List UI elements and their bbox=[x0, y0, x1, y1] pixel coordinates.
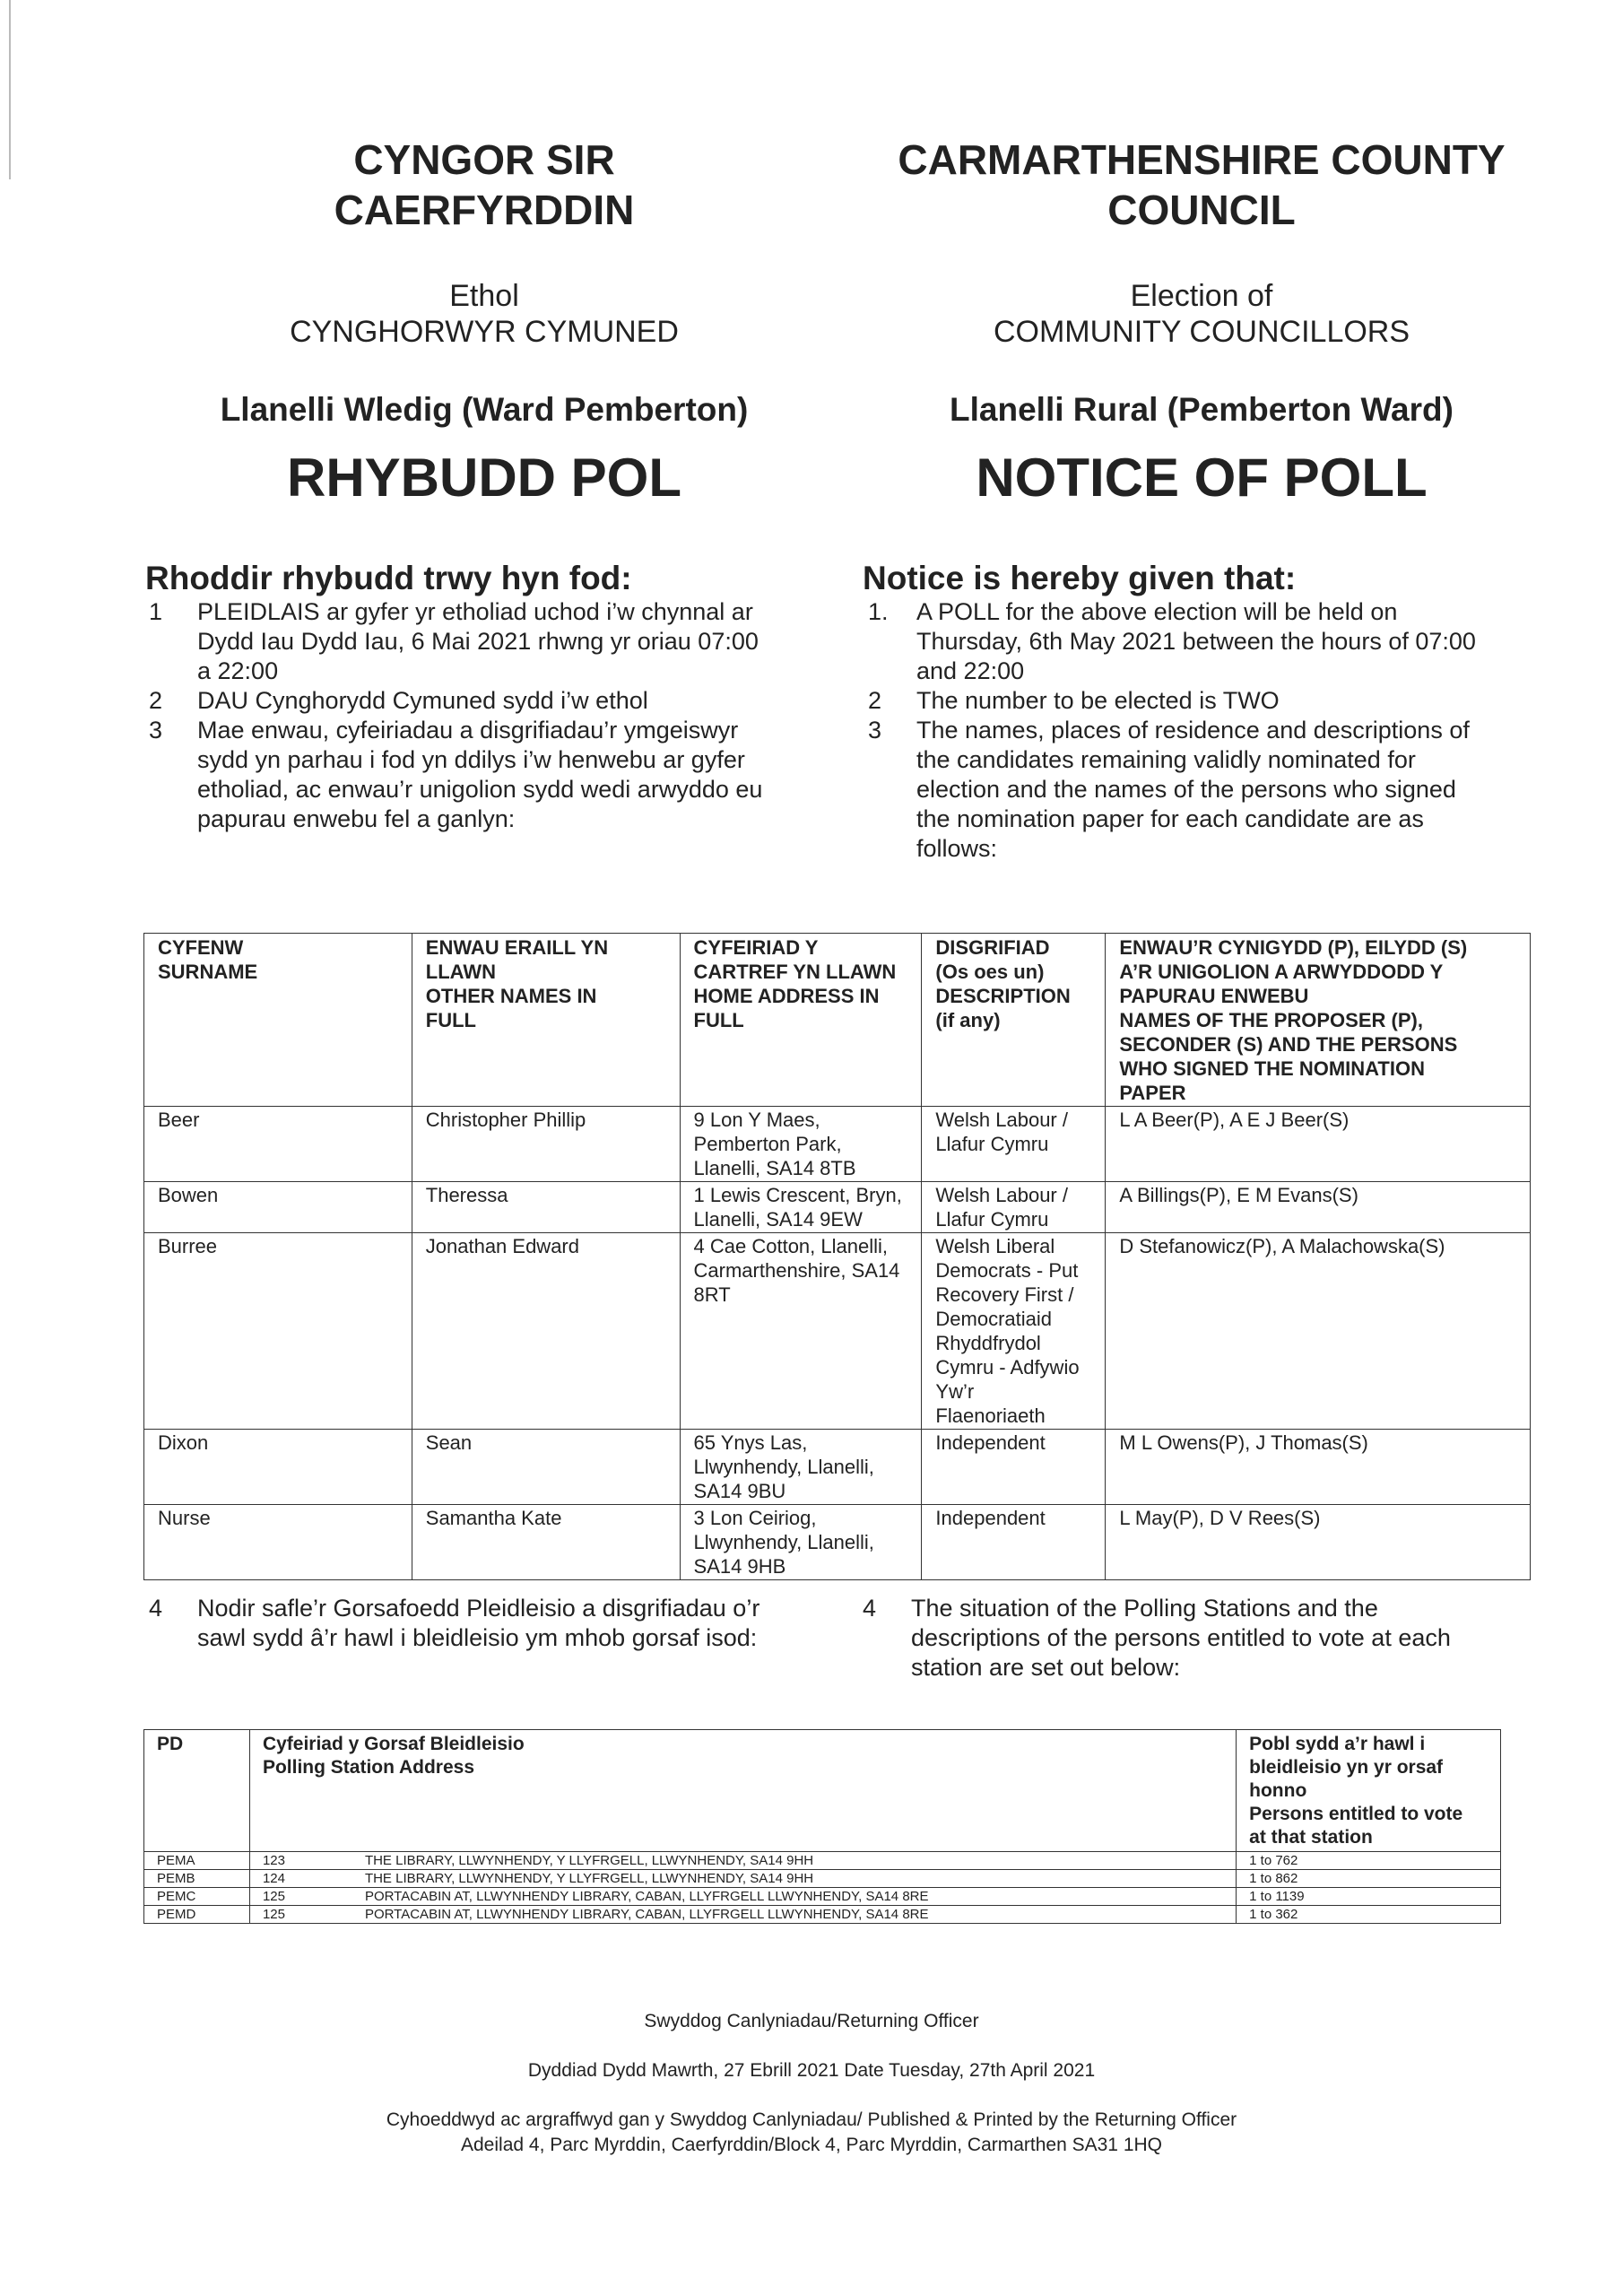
publisher-line: Cyhoeddwyd ac argraffwyd gan y Swyddog Canlyniadau/ Published & Printed by the Returning Officer bbox=[386, 2109, 1237, 2130]
polling-address-cell bbox=[249, 1906, 1236, 1924]
footer bbox=[0, 2009, 1623, 2158]
description-cell: Welsh Labour / Llafur Cymru bbox=[922, 1107, 1106, 1182]
pd-cell: PEMC bbox=[144, 1888, 250, 1906]
address-cell: 1 Lewis Crescent, Bryn, Llanelli, SA14 9EW bbox=[680, 1182, 922, 1233]
polling-address-cell bbox=[249, 1888, 1236, 1906]
notice-date: Dyddiad Dydd Mawrth, 27 Ebrill 2021 Date Tuesday, 27th April 2021 bbox=[527, 2060, 1096, 2081]
description-cell: Welsh Liberal Democrats - Put Recovery First / Democratiaid Rhyddfrydol Cymru - Adfywio Yw’r Flaenoriaeth bbox=[922, 1233, 1106, 1430]
proposers-cell: L May(P), D V Rees(S) bbox=[1106, 1505, 1531, 1580]
election-type-english: Election of COMMUNITY COUNCILLORS bbox=[993, 279, 1410, 349]
other-names-cell: Christopher Phillip bbox=[412, 1107, 680, 1182]
surname-header: CYFENW SURNAME bbox=[144, 934, 412, 1107]
intro-heading-english: Notice is hereby given that: bbox=[863, 560, 1297, 596]
scan-margin-line bbox=[9, 0, 11, 179]
station-number: 124 bbox=[262, 1871, 285, 1886]
station-address: PORTACABIN AT, LLWYNHENDY LIBRARY, CABAN, LLYFRGELL LLWYNHENDY, SA14 8RE bbox=[364, 1907, 929, 1922]
table-header-row bbox=[144, 1730, 1501, 1852]
station-address: THE LIBRARY, LLWYNHENDY, Y LLYFRGELL, LLWYNHENDY, SA14 9HH bbox=[364, 1853, 814, 1868]
intro-list-english bbox=[863, 597, 1571, 864]
polling-stations-table bbox=[143, 1729, 1501, 1924]
list-item: 4 The situation of the Polling Stations and the descriptions of the persons entitled to vote at each station are set out below: bbox=[863, 1595, 1451, 1681]
list-item: 1. A POLL for the above election will be held on Thursday, 6th May 2021 between the hours of 07:00 and 22:00 bbox=[868, 598, 1476, 684]
pd-cell: PEMB bbox=[144, 1870, 250, 1888]
table-row bbox=[144, 1870, 1501, 1888]
section4-welsh bbox=[143, 1594, 852, 1653]
candidates-table bbox=[143, 933, 1531, 1580]
description-cell: Independent bbox=[922, 1430, 1106, 1505]
council-name-welsh: CYNGOR SIR CAERFYRDDIN bbox=[334, 136, 635, 233]
other-names-cell: Jonathan Edward bbox=[412, 1233, 680, 1430]
address-cell: 9 Lon Y Maes, Pemberton Park, Llanelli, SA14 8TB bbox=[680, 1107, 922, 1182]
pd-cell: PEMD bbox=[144, 1906, 250, 1924]
elector-range-cell: 1 to 362 bbox=[1237, 1906, 1501, 1924]
surname-cell: Beer bbox=[144, 1107, 412, 1182]
elector-range-cell: 1 to 762 bbox=[1237, 1852, 1501, 1870]
ward-name-welsh: Llanelli Wledig (Ward Pemberton) bbox=[220, 391, 749, 428]
address-cell: 4 Cae Cotton, Llanelli, Carmarthenshire, SA14 8RT bbox=[680, 1233, 922, 1430]
station-address: PORTACABIN AT, LLWYNHENDY LIBRARY, CABAN, LLYFRGELL LLWYNHENDY, SA14 8RE bbox=[364, 1889, 929, 1904]
pd-cell: PEMA bbox=[144, 1852, 250, 1870]
surname-cell: Dixon bbox=[144, 1430, 412, 1505]
list-item: 3 The names, places of residence and descriptions of the candidates remaining validly nominated for election and the names of the persons who signed the nomination paper for each candidate are as follows: bbox=[868, 717, 1470, 862]
returning-officer-label: Swyddog Canlyniadau/Returning Officer bbox=[644, 2011, 979, 2031]
home-address-header: CYFEIRIAD Y CARTREF YN LLAWN HOME ADDRESS IN FULL bbox=[680, 934, 922, 1107]
proposers-cell: M L Owens(P), J Thomas(S) bbox=[1106, 1430, 1531, 1505]
address-cell: 65 Ynys Las, Llwynhendy, Llanelli, SA14 9BU bbox=[680, 1430, 922, 1505]
header-right bbox=[843, 135, 1560, 509]
elector-range-cell: 1 to 862 bbox=[1237, 1870, 1501, 1888]
table-row bbox=[144, 1107, 1531, 1182]
proposers-cell: A Billings(P), E M Evans(S) bbox=[1106, 1182, 1531, 1233]
proposers-cell: L A Beer(P), A E J Beer(S) bbox=[1106, 1107, 1531, 1182]
description-cell: Welsh Labour / Llafur Cymru bbox=[922, 1182, 1106, 1233]
table-row bbox=[144, 1430, 1531, 1505]
address-cell: 3 Lon Ceiriog, Llwynhendy, Llanelli, SA14 9HB bbox=[680, 1505, 922, 1580]
pd-header: PD bbox=[144, 1730, 250, 1852]
description-header: DISGRIFIAD (Os oes un) DESCRIPTION (if any) bbox=[922, 934, 1106, 1107]
intro-left bbox=[145, 560, 854, 834]
list-item: 1 PLEIDLAIS ar gyfer yr etholiad uchod i’w chynnal ar Dydd Iau Dydd Iau, 6 Mai 2021 rhwng yr oriau 07:00 a 22:00 bbox=[149, 598, 759, 684]
surname-cell: Burree bbox=[144, 1233, 412, 1430]
publisher-address: Adeilad 4, Parc Myrddin, Caerfyrddin/Block 4, Parc Myrddin, Carmarthen SA31 1HQ bbox=[461, 2135, 1162, 2155]
other-names-header: ENWAU ERAILL YN LLAWN OTHER NAMES IN FULL bbox=[412, 934, 680, 1107]
station-number: 123 bbox=[262, 1853, 285, 1868]
other-names-cell: Sean bbox=[412, 1430, 680, 1505]
table-row bbox=[144, 1906, 1501, 1924]
table-header-row bbox=[144, 934, 1531, 1107]
station-number: 125 bbox=[262, 1889, 285, 1904]
proposers-header: ENWAU’R CYNIGYDD (P), EILYDD (S) A’R UNIGOLION A ARWYDDODD Y PAPURAU ENWEBU NAMES OF THE PROPOSER (P), SECONDER (S) AND THE PERSONS WHO SIGNED THE NOMINATION PAPER bbox=[1106, 934, 1531, 1107]
station-number: 125 bbox=[262, 1907, 285, 1922]
table-row bbox=[144, 1852, 1501, 1870]
elector-range-cell: 1 to 1139 bbox=[1237, 1888, 1501, 1906]
election-type-welsh: Ethol CYNGHORWYR CYMUNED bbox=[290, 279, 679, 349]
table-row bbox=[144, 1888, 1501, 1906]
list-item: 2 The number to be elected is TWO bbox=[868, 687, 1280, 714]
other-names-cell: Samantha Kate bbox=[412, 1505, 680, 1580]
table-row bbox=[144, 1182, 1531, 1233]
intro-right bbox=[863, 560, 1571, 864]
polling-address-cell bbox=[249, 1852, 1236, 1870]
station-address: THE LIBRARY, LLWYNHENDY, Y LLYFRGELL, LLWYNHENDY, SA14 9HH bbox=[364, 1871, 814, 1886]
council-name-english: CARMARTHENSHIRE COUNTY COUNCIL bbox=[898, 136, 1506, 233]
list-item: 4 Nodir safle’r Gorsafoedd Pleidleisio a disgrifiadau o’r sawl sydd â’r hawl i bleidleisio ym mhob gorsaf isod: bbox=[149, 1595, 760, 1651]
polling-address-cell bbox=[249, 1870, 1236, 1888]
proposers-cell: D Stefanowicz(P), A Malachowska(S) bbox=[1106, 1233, 1531, 1430]
other-names-cell: Theressa bbox=[412, 1182, 680, 1233]
list-item: 3 Mae enwau, cyfeiriadau a disgrifiadau’r ymgeiswyr sydd yn parhau i fod yn ddilys i’w henwebu ar gyfer etholiad, ac enwau’r unigolion sydd wedi arwyddo eu papurau enwebu fel a ganlyn: bbox=[149, 717, 763, 832]
table-row bbox=[144, 1505, 1531, 1580]
description-cell: Independent bbox=[922, 1505, 1106, 1580]
surname-cell: Nurse bbox=[144, 1505, 412, 1580]
polling-address-header: Cyfeiriad y Gorsaf Bleidleisio Polling Station Address bbox=[249, 1730, 1236, 1852]
notice-title-english: NOTICE OF POLL bbox=[976, 448, 1428, 508]
table-row bbox=[144, 1233, 1531, 1430]
entitled-voters-header: Pobl sydd a’r hawl i bleidleisio yn yr orsaf honno Persons entitled to vote at that station bbox=[1237, 1730, 1501, 1852]
section4-english bbox=[857, 1594, 1566, 1683]
header-left bbox=[126, 135, 843, 509]
notice-title-welsh: RHYBUDD POL bbox=[286, 448, 681, 508]
intro-list-welsh bbox=[143, 597, 854, 834]
surname-cell: Bowen bbox=[144, 1182, 412, 1233]
intro-heading-welsh: Rhoddir rhybudd trwy hyn fod: bbox=[145, 560, 632, 596]
list-item: 2 DAU Cynghorydd Cymuned sydd i’w ethol bbox=[149, 687, 648, 714]
ward-name-english: Llanelli Rural (Pemberton Ward) bbox=[950, 391, 1454, 428]
